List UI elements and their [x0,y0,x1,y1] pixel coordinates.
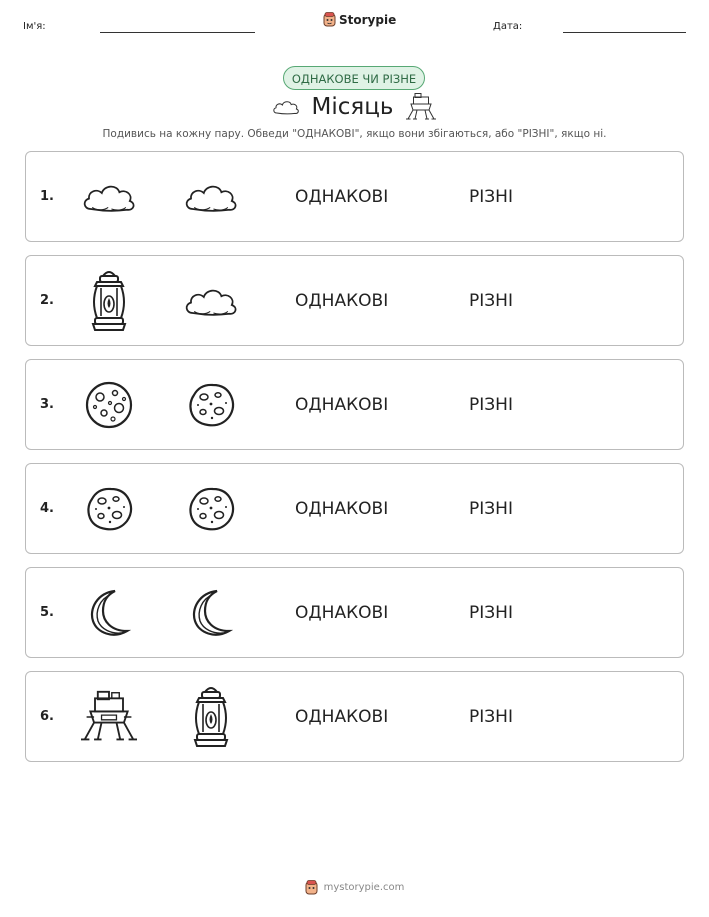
same-option[interactable]: ОДНАКОВІ [295,395,389,415]
storypie-logo [323,12,396,27]
lunar-lander-icon [76,684,142,750]
pair-card [25,671,684,762]
page-title: Місяць [311,94,394,120]
asteroid-icon [178,476,244,542]
same-option[interactable]: ОДНАКОВІ [295,499,389,519]
crescent-moon-icon [76,580,142,646]
pair-card [25,567,684,658]
different-option[interactable]: РІЗНІ [469,603,513,623]
pair-number: 6. [40,709,54,724]
instructions-text: Подивись на кожну пару. Обведи "ОДНАКОВІ", якщо вони збігаються, або "РІЗНІ", якщо ні. [102,128,607,140]
lantern-icon [76,268,142,334]
footer-website: mystorypie.com [323,882,405,893]
same-option[interactable]: ОДНАКОВІ [295,291,389,311]
brand-name: Storypie [339,12,397,27]
footer [0,880,709,895]
crescent-moon-icon [178,580,244,646]
same-option[interactable]: ОДНАКОВІ [295,187,389,207]
different-option[interactable]: РІЗНІ [469,187,513,207]
storypie-mascot-icon [305,880,318,895]
storypie-mascot-icon [323,12,336,27]
cloud-icon [272,97,300,117]
date-label: Дата: [493,21,523,32]
different-option[interactable]: РІЗНІ [469,499,513,519]
pair-number: 1. [40,189,54,204]
pair-number: 5. [40,605,54,620]
pair-card [25,255,684,346]
name-line[interactable] [100,32,255,33]
pair-number: 4. [40,501,54,516]
pair-number: 2. [40,293,54,308]
cloud-icon [178,164,244,230]
date-line[interactable] [563,32,686,33]
same-option[interactable]: ОДНАКОВІ [295,707,389,727]
asteroid-icon [178,372,244,438]
different-option[interactable]: РІЗНІ [469,291,513,311]
moon-icon [76,372,142,438]
lunar-lander-icon [405,92,437,122]
name-label: Ім'я: [23,21,46,32]
pair-number: 3. [40,397,54,412]
pair-card [25,463,684,554]
lantern-icon [178,684,244,750]
worksheet-type-badge: ОДНАКОВЕ ЧИ РІЗНЕ [283,66,425,90]
different-option[interactable]: РІЗНІ [469,395,513,415]
cloud-icon [76,164,142,230]
title-row [0,92,709,122]
pair-card [25,359,684,450]
different-option[interactable]: РІЗНІ [469,707,513,727]
same-option[interactable]: ОДНАКОВІ [295,603,389,623]
cloud-icon [178,268,244,334]
asteroid-icon [76,476,142,542]
pair-card [25,151,684,242]
